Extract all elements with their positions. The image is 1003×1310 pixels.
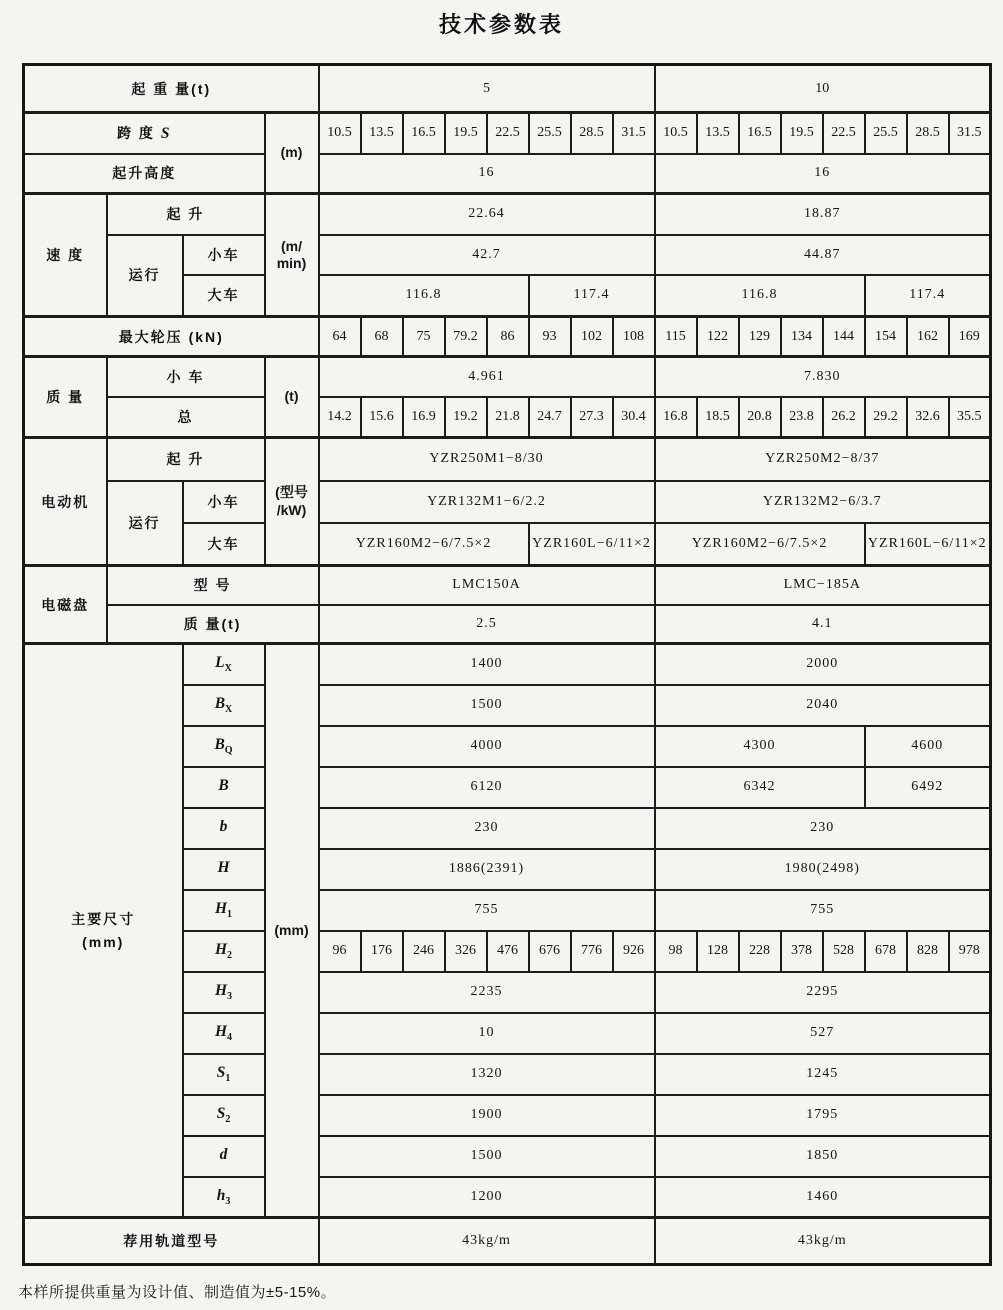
rail-label: 荐用轨道型号 <box>24 1218 319 1265</box>
dim-value-cell: 98 <box>655 931 697 972</box>
magnet-model-value-cell: LMC150A <box>319 566 655 605</box>
mass-total-value-cell: 21.8 <box>487 397 529 438</box>
dim-symbol-cell: H <box>183 849 265 890</box>
mass-total-row <box>24 397 991 438</box>
page-title: 技术参数表 <box>438 12 564 37</box>
dim-value-cell: 4300 <box>655 726 865 767</box>
span-unit-cell: (m) <box>265 113 319 194</box>
dim-value-cell: 926 <box>613 931 655 972</box>
speed-crane-value-cell: 117.4 <box>529 275 655 317</box>
motor-hoist-value-cell: YZR250M1−8/30 <box>319 438 655 481</box>
mass-total-value-cell: 16.8 <box>655 397 697 438</box>
dim-value-cell: 776 <box>571 931 613 972</box>
mass-total-value-cell: 19.2 <box>445 397 487 438</box>
dim-value-cell: 1320 <box>319 1054 655 1095</box>
dim-value-cell: 246 <box>403 931 445 972</box>
dim-symbol-cell: $S_1$ <box>183 1054 265 1095</box>
dim-symbol-cell: $H_2$ <box>183 931 265 972</box>
speed-hoist-row <box>24 194 991 235</box>
span-value-cell: 19.5 <box>781 113 823 154</box>
wheel-load-value-cell: 129 <box>739 317 781 357</box>
lift-height-label: 起升高度 <box>24 154 265 194</box>
dim-value-cell: 1900 <box>319 1095 655 1136</box>
wheel-load-value-cell: 79.2 <box>445 317 487 357</box>
mass-total-value-cell: 30.4 <box>613 397 655 438</box>
dim-symbol-cell: $H_1$ <box>183 890 265 931</box>
dim-symbol-cell: b <box>183 808 265 849</box>
dim-symbol-cell: B <box>183 767 265 808</box>
motor-trolley-value-cell: YZR132M2−6/3.7 <box>655 481 991 523</box>
span-value-cell: 10.5 <box>319 113 361 154</box>
dim-value-cell: 1795 <box>655 1095 991 1136</box>
span-value-cell: 16.5 <box>739 113 781 154</box>
magnet-model-label: 型 号 <box>107 566 319 605</box>
span-value-cell: 25.5 <box>529 113 571 154</box>
magnet-label: 电磁盘 <box>24 566 107 644</box>
span-value-cell: 31.5 <box>613 113 655 154</box>
capacity-group5: 5 <box>319 65 655 113</box>
speed-hoist-value-cell: 22.64 <box>319 194 655 235</box>
speed-crane-value-cell: 116.8 <box>319 275 529 317</box>
motor-trolley-label: 小车 <box>183 481 265 523</box>
speed-unit-cell: (m/ min) <box>265 194 319 317</box>
wheel-load-value-cell: 134 <box>781 317 823 357</box>
dim-value-cell: 678 <box>865 931 907 972</box>
wheel-load-value-cell: 122 <box>697 317 739 357</box>
mass-total-value-cell: 14.2 <box>319 397 361 438</box>
span-label: 跨 度 S <box>24 113 265 154</box>
motor-crane-value-cell: YZR160L−6/11×2 <box>529 523 655 566</box>
wheel-load-value-cell: 102 <box>571 317 613 357</box>
mass-trolley-value-cell: 4.961 <box>319 357 655 397</box>
dim-symbol-cell: $B_Q$ <box>183 726 265 767</box>
speed-crane-value-cell: 117.4 <box>865 275 991 317</box>
wheel-load-value-cell: 115 <box>655 317 697 357</box>
motor-trolley-value-cell: YZR132M1−6/2.2 <box>319 481 655 523</box>
mass-total-value-cell: 32.6 <box>907 397 949 438</box>
dim-value-cell: 4600 <box>865 726 991 767</box>
mass-unit-cell: (t) <box>265 357 319 438</box>
mass-total-value-cell: 35.5 <box>949 397 991 438</box>
mass-total-value-cell: 27.3 <box>571 397 613 438</box>
rail-row <box>24 1218 991 1265</box>
capacity-label: 起 重 量(t) <box>24 65 319 113</box>
dim-value-cell: 755 <box>655 890 991 931</box>
dim-value-cell: 326 <box>445 931 487 972</box>
dim-value-cell: 527 <box>655 1013 991 1054</box>
wheel-load-value-cell: 93 <box>529 317 571 357</box>
span-value-cell: 13.5 <box>697 113 739 154</box>
span-value-cell: 13.5 <box>361 113 403 154</box>
speed-trolley-label: 小车 <box>183 235 265 275</box>
magnet-model-value-cell: LMC−185A <box>655 566 991 605</box>
span-value-cell: 31.5 <box>949 113 991 154</box>
wheel-load-value-cell: 162 <box>907 317 949 357</box>
dim-symbol-cell: $H_4$ <box>183 1013 265 1054</box>
dim-value-cell: 1980(2498) <box>655 849 991 890</box>
rail-value-cell: 43kg/m <box>319 1218 655 1265</box>
wheel-load-value-cell: 169 <box>949 317 991 357</box>
span-symbol: S <box>160 125 172 143</box>
motor-crane-label: 大车 <box>183 523 265 566</box>
wheel-load-value-cell: 154 <box>865 317 907 357</box>
dim-value-cell: 1200 <box>319 1177 655 1218</box>
mass-total-value-cell: 15.6 <box>361 397 403 438</box>
wheel-load-row <box>24 317 991 357</box>
span-value-cell: 25.5 <box>865 113 907 154</box>
dim-value-cell: 676 <box>529 931 571 972</box>
mass-trolley-label: 小 车 <box>107 357 265 397</box>
dim-value-cell: 978 <box>949 931 991 972</box>
dim-value-cell: 2295 <box>655 972 991 1013</box>
motor-crane-value-cell: YZR160L−6/11×2 <box>865 523 991 566</box>
rail-value-cell: 43kg/m <box>655 1218 991 1265</box>
span-value-cell: 10.5 <box>655 113 697 154</box>
motor-travel-label: 运行 <box>107 481 183 566</box>
mass-total-value-cell: 16.9 <box>403 397 445 438</box>
magnet-mass-value-cell: 2.5 <box>319 605 655 644</box>
magnet-mass-label: 质 量(t) <box>107 605 319 644</box>
technical-parameters-table <box>22 63 992 1266</box>
span-value-cell: 16.5 <box>403 113 445 154</box>
lift-height-value-cell: 16 <box>319 154 655 194</box>
dim-value-cell: 6492 <box>865 767 991 808</box>
speed-hoist-value-cell: 18.87 <box>655 194 991 235</box>
span-value-cell: 28.5 <box>571 113 613 154</box>
span-value-cell: 19.5 <box>445 113 487 154</box>
magnet-model-row <box>24 566 991 605</box>
motor-hoist-row <box>24 438 991 481</box>
dim-value-cell: 378 <box>781 931 823 972</box>
wheel-load-value-cell: 68 <box>361 317 403 357</box>
mass-total-value-cell: 26.2 <box>823 397 865 438</box>
wheel-load-value-cell: 86 <box>487 317 529 357</box>
mass-total-value-cell: 23.8 <box>781 397 823 438</box>
dimensions-label: 主要尺寸 (mm) <box>24 644 183 1218</box>
dim-value-cell: 230 <box>319 808 655 849</box>
wheel-load-value-cell: 108 <box>613 317 655 357</box>
capacity-row <box>24 65 991 113</box>
dim-value-cell: 1460 <box>655 1177 991 1218</box>
dim-value-cell: 1850 <box>655 1136 991 1177</box>
dim-value-cell: 528 <box>823 931 865 972</box>
span-row <box>24 113 991 154</box>
wheel-load-value-cell: 64 <box>319 317 361 357</box>
speed-trolley-value-cell: 42.7 <box>319 235 655 275</box>
dim-value-cell: 176 <box>361 931 403 972</box>
dim-symbol-cell: $H_3$ <box>183 972 265 1013</box>
motor-trolley-row <box>24 481 991 523</box>
span-value-cell: 28.5 <box>907 113 949 154</box>
motor-crane-value-cell: YZR160M2−6/7.5×2 <box>319 523 529 566</box>
motor-unit-cell: (型号 /kW) <box>265 438 319 566</box>
dim-value-cell: 2000 <box>655 644 991 685</box>
motor-hoist-value-cell: YZR250M2−8/37 <box>655 438 991 481</box>
capacity-group10: 10 <box>655 65 991 113</box>
wheel-load-value-cell: 144 <box>823 317 865 357</box>
speed-crane-value-cell: 116.8 <box>655 275 865 317</box>
dim-value-cell: 228 <box>739 931 781 972</box>
mass-total-value-cell: 18.5 <box>697 397 739 438</box>
dim-value-cell: 6120 <box>319 767 655 808</box>
dim-symbol-cell: $B_X$ <box>183 685 265 726</box>
speed-trolley-row <box>24 235 991 275</box>
dim-value-cell: 2040 <box>655 685 991 726</box>
mass-trolley-row <box>24 357 991 397</box>
dim-value-cell: 476 <box>487 931 529 972</box>
motor-hoist-label: 起 升 <box>107 438 265 481</box>
dim-value-cell: 1245 <box>655 1054 991 1095</box>
wheel-load-value-cell: 75 <box>403 317 445 357</box>
dim-row-lx <box>24 644 991 685</box>
mass-total-value-cell: 29.2 <box>865 397 907 438</box>
dim-value-cell: 1886(2391) <box>319 849 655 890</box>
dim-symbol-cell: $S_2$ <box>183 1095 265 1136</box>
dim-value-cell: 2235 <box>319 972 655 1013</box>
span-value-cell: 22.5 <box>487 113 529 154</box>
dim-value-cell: 1400 <box>319 644 655 685</box>
dim-value-cell: 128 <box>697 931 739 972</box>
dimensions-unit-cell: (mm) <box>265 644 319 1218</box>
dim-value-cell: 755 <box>319 890 655 931</box>
mass-total-value-cell: 24.7 <box>529 397 571 438</box>
dim-value-cell: 10 <box>319 1013 655 1054</box>
speed-hoist-label: 起 升 <box>107 194 265 235</box>
wheel-load-label: 最大轮压 (kN) <box>24 317 319 357</box>
speed-travel-label: 运行 <box>107 235 183 317</box>
lift-height-row <box>24 154 991 194</box>
dim-value-cell: 1500 <box>319 1136 655 1177</box>
motor-label: 电动机 <box>24 438 107 566</box>
mass-trolley-value-cell: 7.830 <box>655 357 991 397</box>
dim-symbol-cell: $h_3$ <box>183 1177 265 1218</box>
footnote: 本样所提供重量为设计值、制造值为±5-15%。 <box>18 1284 337 1301</box>
speed-label: 速 度 <box>24 194 107 317</box>
mass-label: 质 量 <box>24 357 107 438</box>
speed-trolley-value-cell: 44.87 <box>655 235 991 275</box>
dim-value-cell: 4000 <box>319 726 655 767</box>
span-value-cell: 22.5 <box>823 113 865 154</box>
lift-height-value-cell: 16 <box>655 154 991 194</box>
mass-total-value-cell: 20.8 <box>739 397 781 438</box>
dim-value-cell: 1500 <box>319 685 655 726</box>
magnet-mass-value-cell: 4.1 <box>655 605 991 644</box>
dim-symbol-cell: $L_X$ <box>183 644 265 685</box>
speed-crane-label: 大车 <box>183 275 265 317</box>
mass-total-label: 总 <box>107 397 265 438</box>
dim-value-cell: 230 <box>655 808 991 849</box>
motor-crane-value-cell: YZR160M2−6/7.5×2 <box>655 523 865 566</box>
dim-value-cell: 828 <box>907 931 949 972</box>
dim-symbol-cell: d <box>183 1136 265 1177</box>
dim-value-cell: 96 <box>319 931 361 972</box>
dim-value-cell: 6342 <box>655 767 865 808</box>
magnet-mass-row <box>24 605 991 644</box>
